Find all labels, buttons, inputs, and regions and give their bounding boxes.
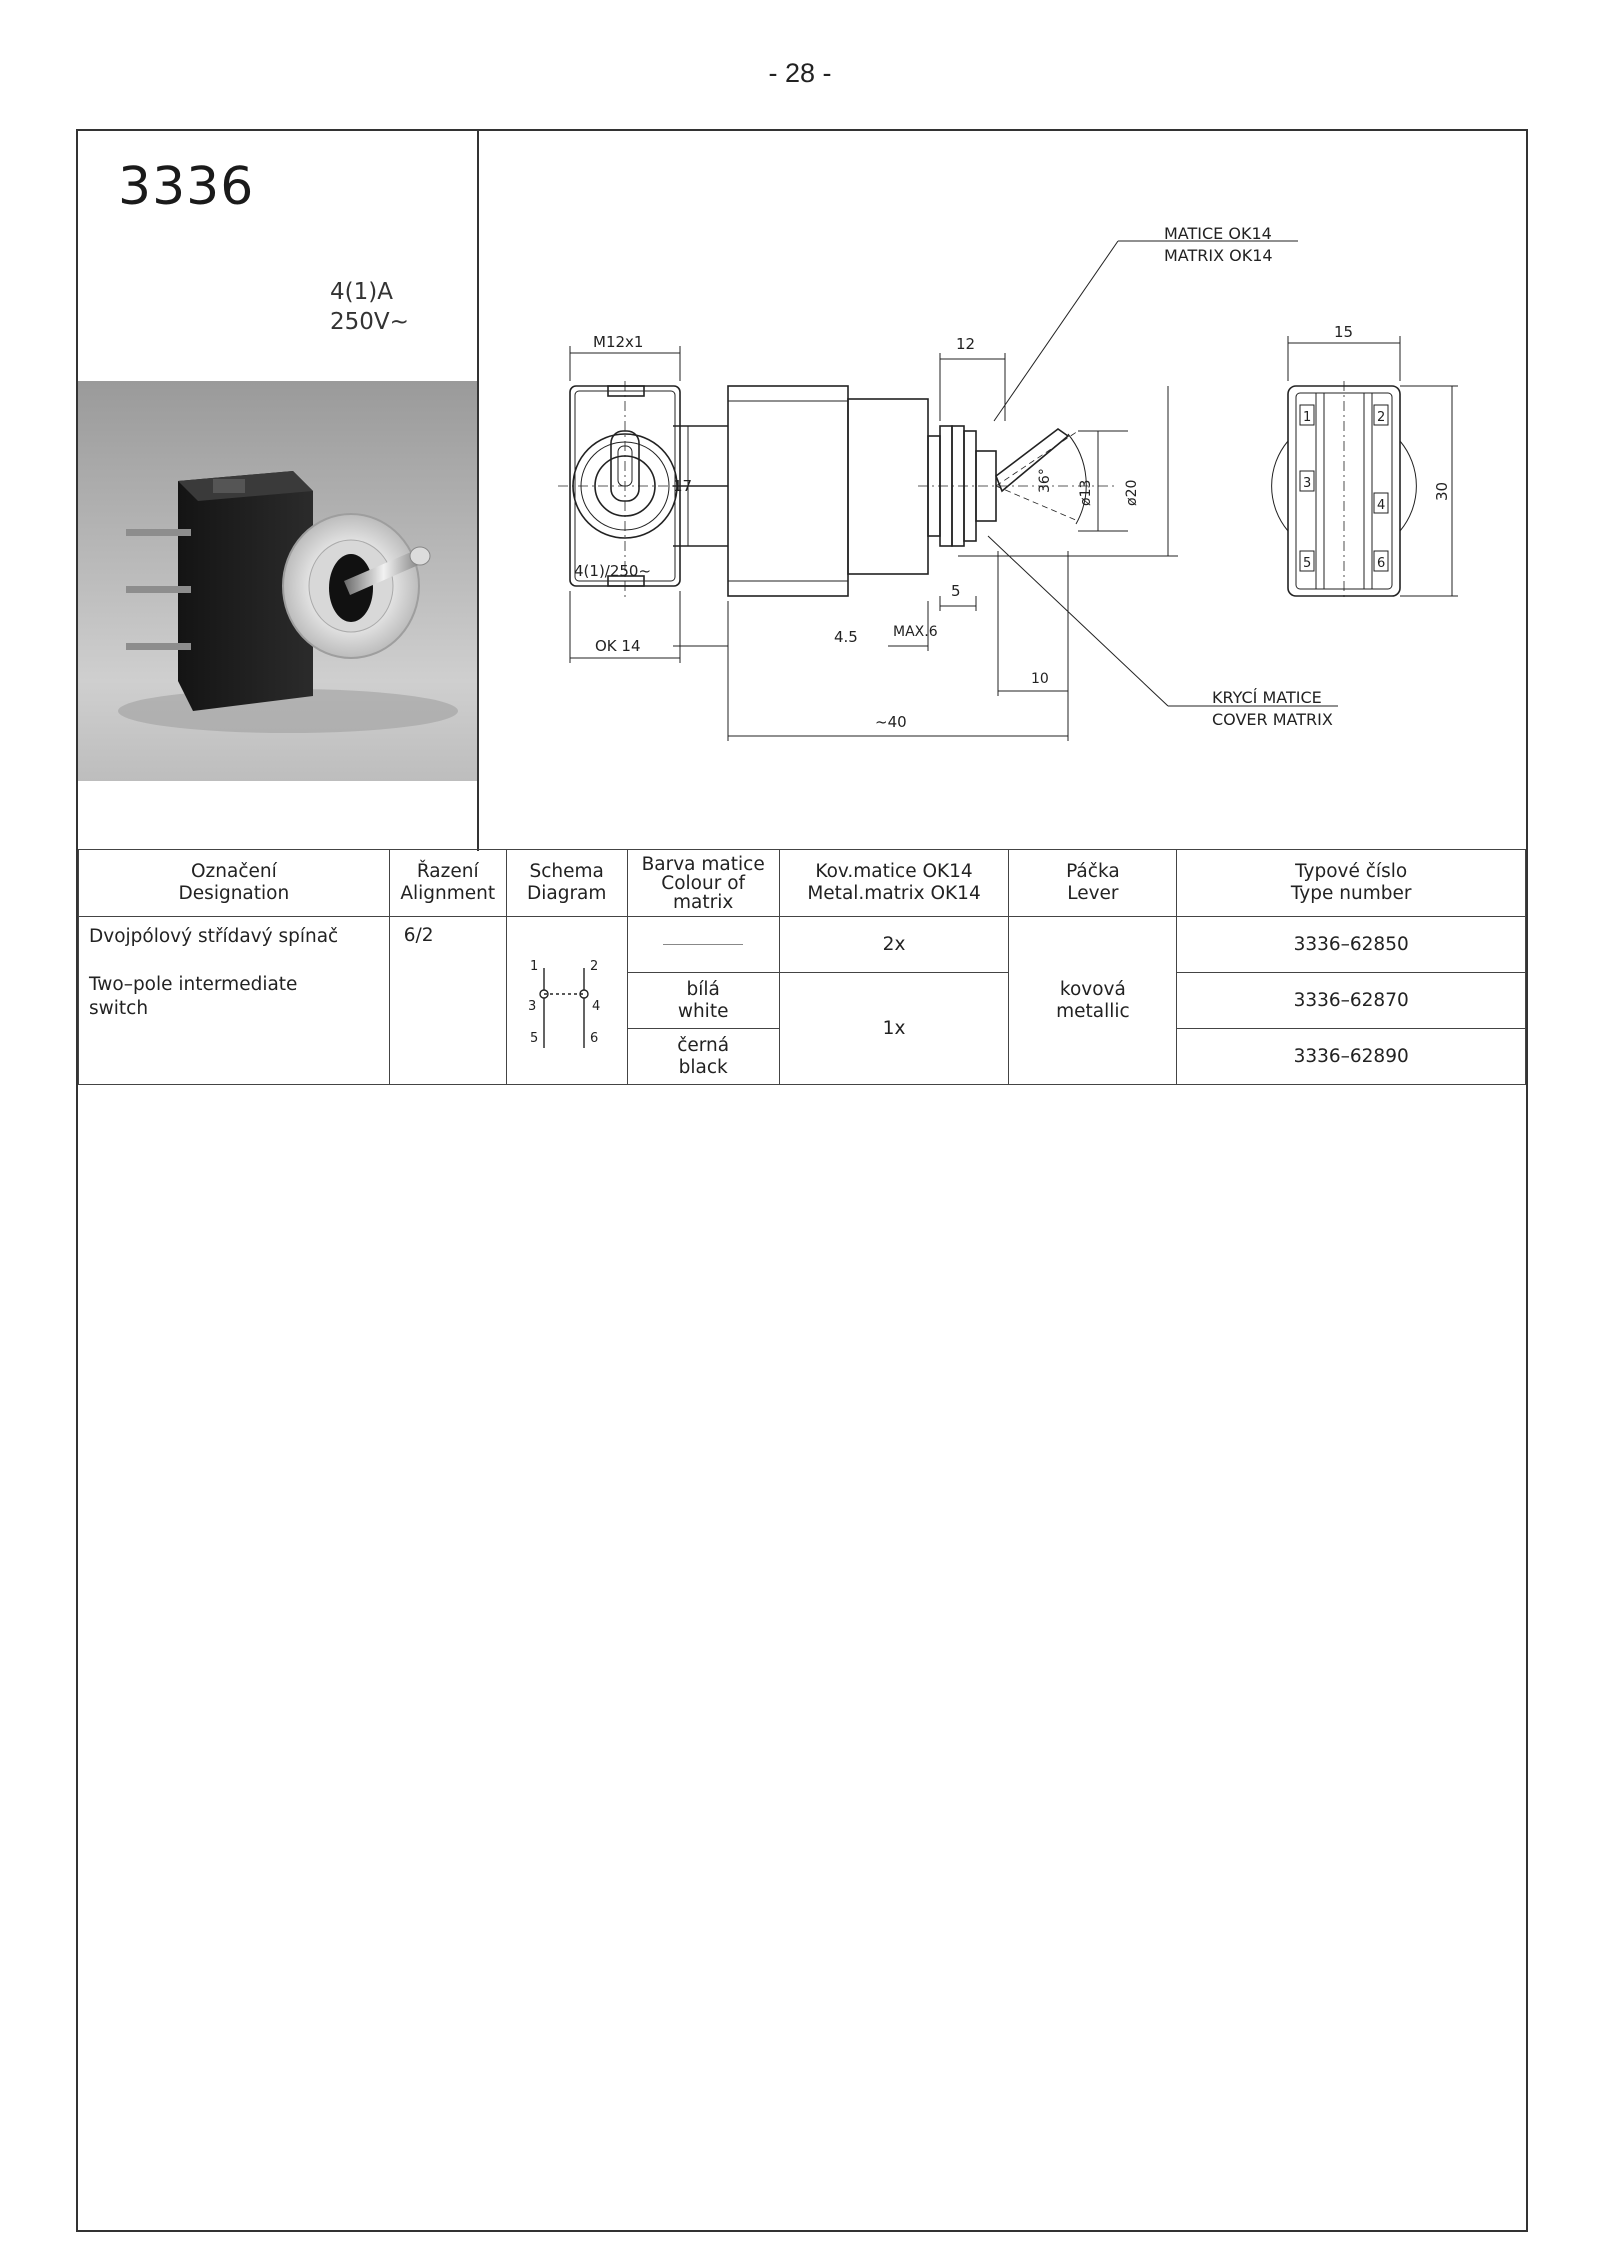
table-header-row [79,850,1526,917]
rear-dim-15: 15 [1334,323,1354,341]
rear-view [1272,323,1458,601]
type-number-3: 3336–62890 [1177,1029,1526,1085]
rear-terminal-2: 2 [1377,410,1386,425]
callout-cover-en: COVER MATRIX [1212,710,1333,729]
rating-current: 4(1)A [330,279,393,305]
side-dim-17: 17 [673,477,693,495]
header-metal-en: Metal.matrix OK14 [807,883,981,904]
callout-nut-cz: MATICE OK14 [1164,224,1272,243]
header-designation [79,850,390,917]
header-colour-en1: Colour of [661,872,746,894]
colour-black-en: black [678,1056,728,1078]
header-type-cz: Typové číslo [1295,861,1408,882]
side-angle: 36° [1037,468,1053,493]
front-view [558,333,693,663]
rear-terminal-3: 3 [1303,476,1312,491]
diagram-terminal-4: 4 [591,999,600,1014]
rating-voltage: 250V~ [330,309,409,335]
designation-cell [79,917,390,1085]
header-alignment-en: Alignment [400,883,496,904]
header-alignment [389,850,506,917]
spec-table [78,849,1526,1085]
model-cell [78,131,477,381]
header-type [1177,850,1526,917]
rear-terminal-1: 1 [1303,410,1312,425]
header-type-en: Type number [1290,883,1412,904]
header-metal [779,850,1009,917]
lever-en: metallic [1056,1000,1130,1022]
type-number-2: 3336–62870 [1177,973,1526,1029]
rear-terminal-4: 4 [1377,498,1386,513]
side-dim-40: ~40 [875,713,907,731]
callout-cover-cz: KRYCÍ MATICE [1212,688,1322,707]
alignment-cell: 6/2 [389,917,506,1085]
front-marking-label: 4(1)/250~ [574,562,652,580]
rating-block [330,277,409,337]
model-number: 3336 [118,157,255,217]
rear-terminal-6: 6 [1377,556,1386,571]
diagram-terminal-6: 6 [589,1031,598,1046]
colour-none-cell [627,917,779,973]
type-number-1: 3336–62850 [1177,917,1526,973]
diagram-terminal-3: 3 [527,999,536,1014]
diagram-terminal-5: 5 [529,1031,538,1046]
header-lever-en: Lever [1067,883,1119,904]
header-colour-cz: Barva matice [641,853,765,875]
metal-1x-cell: 1x [779,973,1009,1085]
side-view [673,224,1338,741]
technical-drawing [478,131,1528,851]
page-number: - 28 - [768,58,832,88]
colour-white-cell [627,973,779,1029]
header-diagram [506,850,627,917]
rear-dim-30: 30 [1433,481,1451,501]
callout-nut-en: MATRIX OK14 [1164,246,1273,265]
colour-black-cz: černá [677,1034,730,1056]
table-row [79,917,1526,973]
designation-en-line1: Two–pole intermediate [89,974,298,995]
header-alignment-cz: Řazení [416,861,479,882]
lever-cell [1009,917,1177,1085]
header-colour [627,850,779,917]
lever-cz: kovová [1059,978,1126,1000]
product-photo [78,381,477,781]
colour-white-en: white [677,1000,729,1022]
colour-none-dash [663,944,743,945]
header-designation-en: Designation [178,883,290,904]
side-dia-20: ø20 [1124,479,1140,506]
side-dim-12: 12 [956,335,976,353]
header-designation-cz: Označení [190,861,277,882]
header-metal-cz: Kov.matice OK14 [815,861,973,882]
header-lever-cz: Páčka [1066,861,1120,882]
side-dia-13: ø13 [1078,479,1094,506]
header-diagram-en: Diagram [526,883,607,904]
rear-terminal-5: 5 [1303,556,1312,571]
front-width-label: OK 14 [595,637,641,655]
designation-en-line2: switch [89,998,149,1019]
header-colour-en2: matrix [673,891,734,913]
colour-white-cz: bílá [686,978,720,1000]
side-dim-4-5: 4.5 [834,628,858,646]
diagram-cell [506,917,627,1085]
diagram-terminal-1: 1 [529,959,538,974]
colour-black-cell [627,1029,779,1085]
front-thread-label: M12x1 [593,333,644,351]
header-lever [1009,850,1177,917]
side-dim-max6: MAX.6 [893,624,938,640]
circuit-diagram [512,938,622,1058]
toggle-switch-photo-illustration [78,381,477,781]
product-sheet-frame [76,129,1528,2232]
designation-cz: Dvojpólový střídavý spínač [89,926,339,947]
header-diagram-cz: Schema [529,861,604,882]
side-dim-5: 5 [951,582,961,600]
side-dim-10: 10 [1031,671,1049,687]
diagram-terminal-2: 2 [589,959,598,974]
metal-2x-cell: 2x [779,917,1009,973]
